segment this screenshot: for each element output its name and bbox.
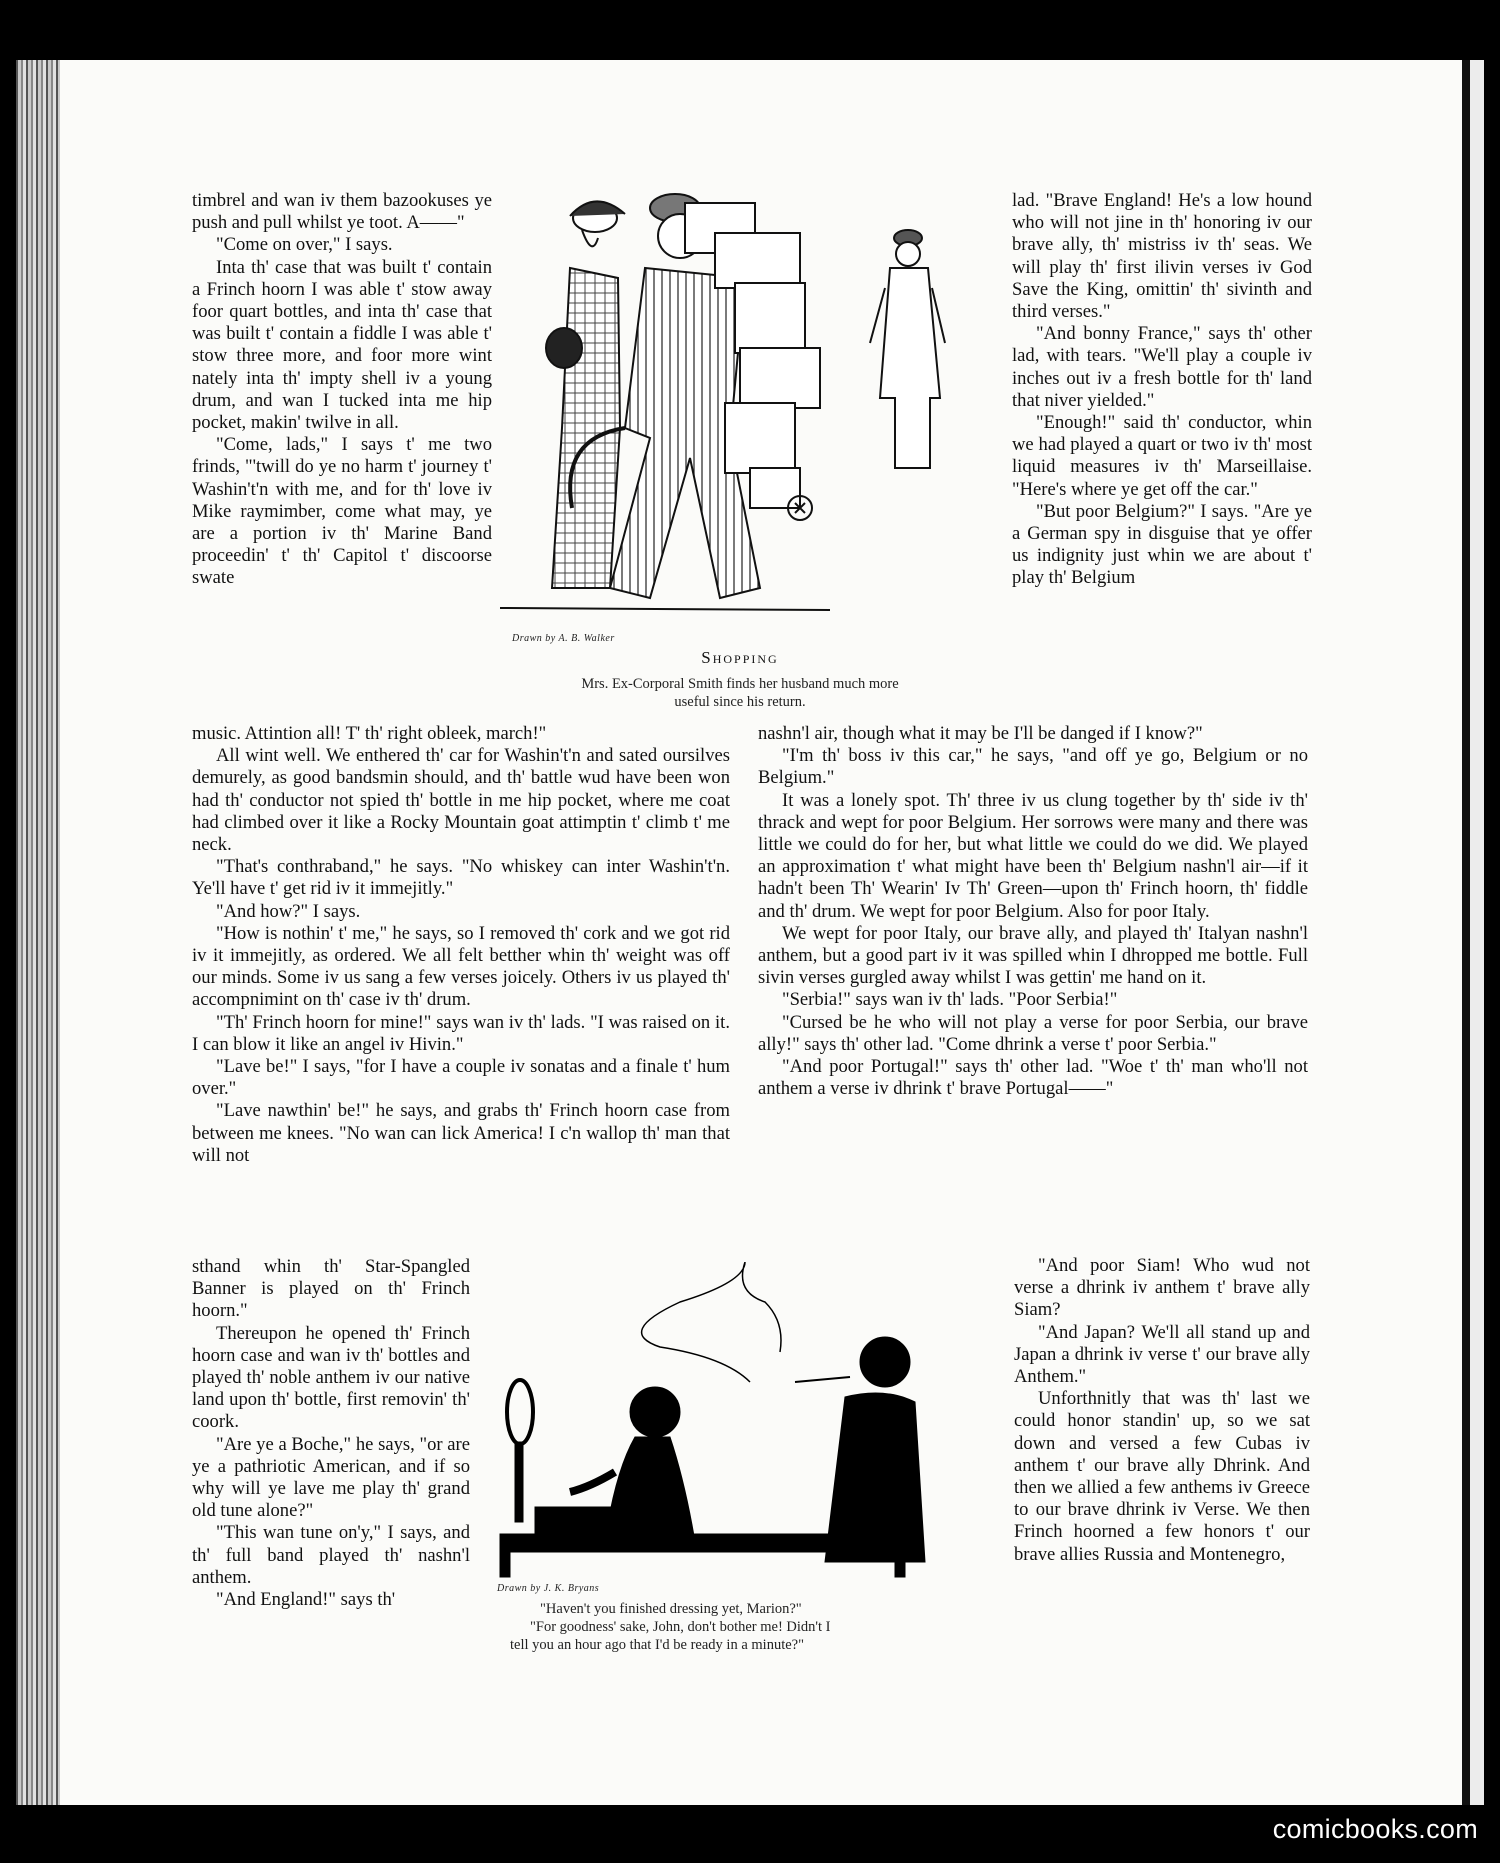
- paragraph: "And Japan? We'll all stand up and Japan a dhrink iv verse t' our brave ally Anthem.": [1014, 1321, 1310, 1388]
- paragraph: "That's conthraband," he says. "No whiskey can inter Washin't'n. Ye'll have t' get rid iv it immejitly.": [192, 856, 730, 900]
- column-right-top: [1012, 190, 1312, 590]
- shopping-illustration: [500, 178, 980, 620]
- silhouette-illustration: [495, 1262, 995, 1582]
- column-left-bottom: [192, 1256, 470, 1611]
- illustration-title-shopping: Shopping: [701, 648, 779, 667]
- paragraph: "And bonny France," says th' other lad, with tears. "We'll play a couple iv inches out iv a fresh bottle for th' land that niver yielded.": [1012, 323, 1312, 411]
- paragraph: "I'm th' boss iv this car," he says, "and off ye go, Belgium or no Belgium.": [758, 745, 1308, 789]
- paragraph: It was a lonely spot. Th' three iv us clung together by th' side iv th' thrack and wept for poor Belgium. Her sorrows were many and there was little we could do for her, but what little we could do we did. We played an approximation t' what might have been th' Belgium nashn'l air—if it hadn't been Th' Wearin' Iv Th' Green—upon th' Frinch hoorn, th' fiddle and th' drum. We wept for poor Belgium. Also for poor Italy.: [758, 789, 1308, 922]
- column-right-bottom: [1014, 1255, 1310, 1566]
- paragraph: "And England!" says th': [216, 1589, 396, 1611]
- page-gutter: [1462, 60, 1470, 1805]
- paragraph: "Lave be!" I says, "for I have a couple iv sonatas and a finale t' hum over.": [192, 1056, 730, 1100]
- paragraph: "Come, lads," I says t' me two frinds, "'twill do ye no harm t' journey t' Washin't'n with me, and for th' love iv Mike raymimber, come what may, ye are a portion iv th' Marine Band proceedin' t' th' Capitol t' discoorse swate: [192, 434, 492, 589]
- paragraph: "Come on over," I says.: [216, 234, 393, 256]
- paragraph: Thereupon he opened th' Frinch hoorn case and wan iv th' bottles and played th' noble anthem iv our native land upon th' bottle, first removin' th' coork.: [192, 1322, 470, 1433]
- paragraph: "And poor Siam! Who wud not verse a dhrink iv anthem t' brave ally Siam?: [1014, 1255, 1310, 1321]
- column-left-middle: [192, 723, 730, 1167]
- illustration-caption-bottom: [510, 1600, 980, 1654]
- paragraph: "Serbia!" says wan iv th' lads. "Poor Serbia!": [782, 989, 1118, 1011]
- paragraph: timbrel and wan iv them bazookuses ye push and pull whilst ye toot. A——": [192, 190, 492, 234]
- paragraph: "Th' Frinch hoorn for mine!" says wan iv th' lads. "I was raised on it. I can blow it like an angel iv Hivin.": [192, 1011, 730, 1055]
- paragraph: "And poor Portugal!" says th' other lad. "Woe t' th' man who'll not anthem a verse iv dhrink t' brave Portugal——": [758, 1056, 1308, 1100]
- paragraph: "How is nothin' t' me," he says, so I removed th' cork and we got rid iv it immejitly, as ordered. We all felt betther whin th' weight was off our minds. Some iv us sang a few verses joicely. Others iv us played th' accompnimint on th' case iv th' drum.: [192, 922, 730, 1011]
- paragraph: Inta th' case that was built t' contain a Frinch hoorn I was able t' stow away foor quart bottles, and inta th' case that was built t' contain a fiddle I was able t' stow three more, and foor more wint nately inta th' impty shell iv a young drum, and wan I tucked inta me hip pocket, makin' twilve in all.: [192, 256, 492, 434]
- paragraph: music. Attintion all! T' th' right obleek, march!": [192, 723, 547, 744]
- paragraph: All wint well. We enthered th' car for Washin't'n and sated oursilves demurely, as good bandsmin should, and th' battle wud have been won had th' conductor not spied th' bottle in me hip pocket, where me coat had climbed over it like a Rocky Mountain goat attimptin t' climb t' me neck.: [192, 745, 730, 856]
- paragraph: nashn'l air, though what it may be I'll be danged if I know?": [758, 723, 1203, 744]
- paragraph: "Are ye a Boche," he says, "or are ye a pathriotic American, and if so why will ye lave me play th' grand old tune alone?": [192, 1433, 470, 1522]
- paragraph: sthand whin th' Star-Spangled Banner is played on th' Frinch hoorn.": [192, 1256, 470, 1322]
- column-right-middle: [758, 723, 1308, 1100]
- page-binding: [16, 60, 60, 1805]
- illustration-credit-bottom: Drawn by J. K. Bryans: [497, 1583, 600, 1594]
- paragraph: "And how?" I says.: [216, 900, 361, 922]
- illustration-caption-top: [500, 675, 980, 711]
- paragraph: lad. "Brave England! He's a low hound who will not jine in th' honoring iv our brave ally, th' mistriss iv th' seas. We will play th' first ilivin verses iv God Save the King, omittin' th' sivinth and third verses.": [1012, 190, 1312, 323]
- next-page-edge: [1470, 60, 1484, 1805]
- column-left-top: [192, 190, 492, 590]
- paragraph: "Cursed be he who will not play a verse for poor Serbia, our brave ally!" says th' other lad. "Come dhrink a verse t' poor Serbia.": [758, 1011, 1308, 1055]
- caption-line: tell you an hour ago that I'd be ready in a minute?": [510, 1637, 805, 1653]
- caption-line: Mrs. Ex-Corporal Smith finds her husband much more: [581, 676, 899, 692]
- site-watermark: comicbooks.com: [1272, 1814, 1478, 1844]
- paragraph: "This wan tune on'y," I says, and th' full band played th' nashn'l anthem.: [192, 1522, 470, 1588]
- paragraph: We wept for poor Italy, our brave ally, and played th' Italyan nashn'l anthem, but a good part iv it was spilled whin I dhropped me bottle. Full sivin verses gurgled away whilst I was gettin' me hand on it.: [758, 922, 1308, 989]
- paragraph: "But poor Belgium?" I says. "Are ye a German spy in disguise that ye offer us indignity just whin we are about t' play th' Belgium: [1012, 500, 1312, 589]
- paragraph: "Lave nawthin' be!" he says, and grabs th' Frinch hoorn case from between me knees. "No wan can lick America! I c'n wallop th' man that will not: [192, 1100, 730, 1166]
- paragraph: Unforthnitly that was th' last we could honor standin' up, so we sat down and versed a few Cubas iv anthem t' our brave ally Dhrink. And then we allied a few anthems iv Greece to our brave dhrink iv Verse. We then Frinch hoorned a few honors t' our brave allies Russia and Montenegro,: [1014, 1388, 1310, 1565]
- caption-line: useful since his return.: [674, 694, 806, 710]
- caption-line: "For goodness' sake, John, don't bother me! Didn't I: [530, 1619, 831, 1635]
- caption-line: "Haven't you finished dressing yet, Marion?": [540, 1601, 802, 1617]
- paragraph: "Enough!" said th' conductor, whin we had played a quart or two iv th' most liquid measures iv th' Marseillaise. "Here's where ye get off the car.": [1012, 412, 1312, 500]
- illustration-credit-top: Drawn by A. B. Walker: [512, 633, 615, 644]
